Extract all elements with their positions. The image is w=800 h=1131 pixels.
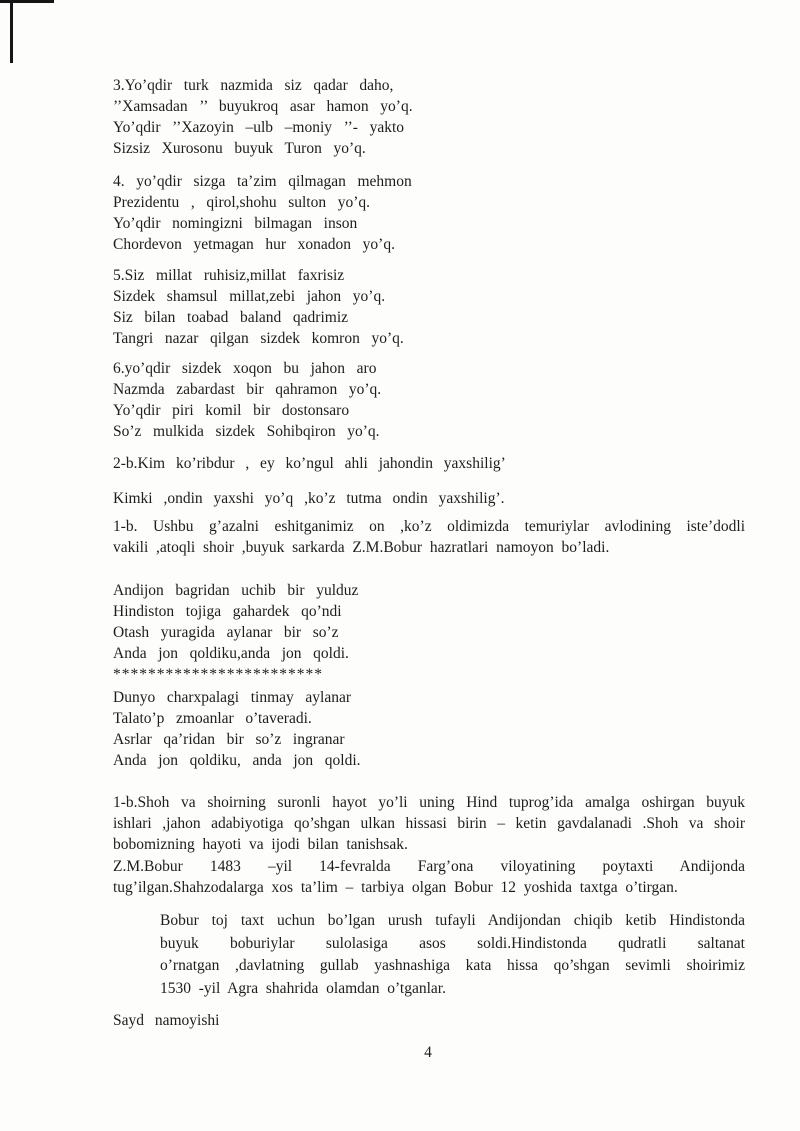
paragraph-1b-shoh [113,792,745,855]
poem-line: Yo’qdir piri komil bir dostonsaro [113,402,350,419]
poem-line: Yo’qdir ’’Xazoyin –ulb –moniy ’’- yakto [113,119,405,136]
poem-line: 5.Siz millat ruhisiz,millat faxrisiz [113,267,345,284]
poem-line: Nazmda zabardast bir qahramon yo’q. [113,381,382,398]
paragraph-line: tug’ilgan.Shahzodalarga xos ta’lim – tarbiya olgan Bobur 12 yoshida taxtga o’tirgan. [113,879,678,896]
poem-line: Prezidentu , qirol,shohu sulton yo’q. [113,194,371,211]
poem-stanza-4 [113,171,745,255]
poem-line: Talato’p zmoanlar o’taveradi. [113,710,312,727]
poem-dunyo [113,687,745,771]
paragraph-line: bobomizning hayoti va ijodi bilan tanishsak. [113,836,408,853]
poem-line: Siz bilan toabad baland qadrimiz [113,309,349,326]
paragraph-line: Z.M.Bobur 1483 –yil 14-fevralda Farg’ona viloyatining poytaxti Andijonda [113,858,745,875]
poem-line: ’’Xamsadan ’’ buyukroq asar hamon yo’q. [113,98,413,115]
paragraph-line: vakili ,atoqli shoir ,buyuk sarkarda Z.M.Bobur hazratlari namoyon bo’ladi. [113,539,610,556]
poem-line: Sizsiz Xurosonu buyuk Turon yo’q. [113,140,366,157]
paragraph-bobur-birth [113,856,745,898]
poem-stanza-5 [113,265,745,349]
couplet-line-1: 2-b.Kim ko’ribdur , ey ko’ngul ahli jahondin yaxshilig’ [113,455,506,472]
paragraph-1b-ghazal [113,516,745,558]
paragraph-line: Bobur toj taxt uchun bo’lgan urush tufayli Andijondan chiqib ketib Hindistonda [160,912,745,929]
scan-artifact-vertical-line [10,0,13,63]
poem-line: Chordevon yetmagan hur xonadon yo’q. [113,236,395,253]
paragraph-line: o’rnatgan ,davlatning gullab yashnashiga kata hissa qo’shgan sevimli shoirimiz [160,957,745,974]
poem-line: 3.Yo’qdir turk nazmida siz qadar daho, [113,77,394,94]
page-text-content [113,75,745,1031]
poem-line: Anda jon qoldiku, anda jon qoldi. [113,752,361,769]
poem-line: Andijon bagridan uchib bir yulduz [113,582,359,599]
paragraph-line: ishlari ,jahon adabiyotiga qo’shgan ulkan hissasi birin – ketin gavdalanadi .Shoh va shoir [113,815,745,832]
poem-line: Asrlar qa’ridan bir so’z ingranar [113,731,345,748]
poem-line: Anda jon qoldiku,anda jon qoldi. [113,645,349,662]
poem-stanza-6 [113,358,745,442]
paragraph-line: 1-b.Shoh va shoirning suronli hayot yo’li uning Hind tuprog’ida amalga oshirgan buyuk [113,794,745,811]
poem-line: 6.yo’qdir sizdek xoqon bu jahon aro [113,360,377,377]
closing-line: Sayd namoyishi [113,1012,220,1029]
scan-artifact-horizontal-line [0,0,54,3]
poem-line: Hindiston tojiga gahardek qo’ndi [113,603,342,620]
paragraph-bobur-india [160,910,745,1000]
poem-line: 4. yo’qdir sizga ta’zim qilmagan mehmon [113,173,412,190]
separator-asterisks: ************************ [113,666,323,683]
poem-stanza-3 [113,75,745,159]
poem-andijon [113,580,745,685]
paragraph-line: 1-b. Ushbu g’azalni eshitganimiz on ,ko’z oldimizda temuriylar avlodining iste’dodli [113,518,745,535]
poem-line: So’z mulkida sizdek Sohibqiron yo’q. [113,423,380,440]
poem-line: Otash yuragida aylanar bir so’z [113,624,339,641]
poem-line: Yo’qdir nomingizni bilmagan inson [113,215,358,232]
poem-line: Sizdek shamsul millat,zebi jahon yo’q. [113,288,386,305]
poem-line: Dunyo charxpalagi tinmay aylanar [113,689,352,706]
paragraph-line: buyuk boburiylar sulolasiga asos soldi.Hindistonda qudratli saltanat [160,934,745,952]
page-number: 4 [424,1044,432,1061]
couplet-line-2: Kimki ,ondin yaxshi yo’q ,ko’z tutma ondin yaxshilig’. [113,490,505,507]
paragraph-line: 1530 -yil Agra shahrida olamdan o’tganlar. [160,979,446,997]
poem-line: Tangri nazar qilgan sizdek komron yo’q. [113,330,404,347]
